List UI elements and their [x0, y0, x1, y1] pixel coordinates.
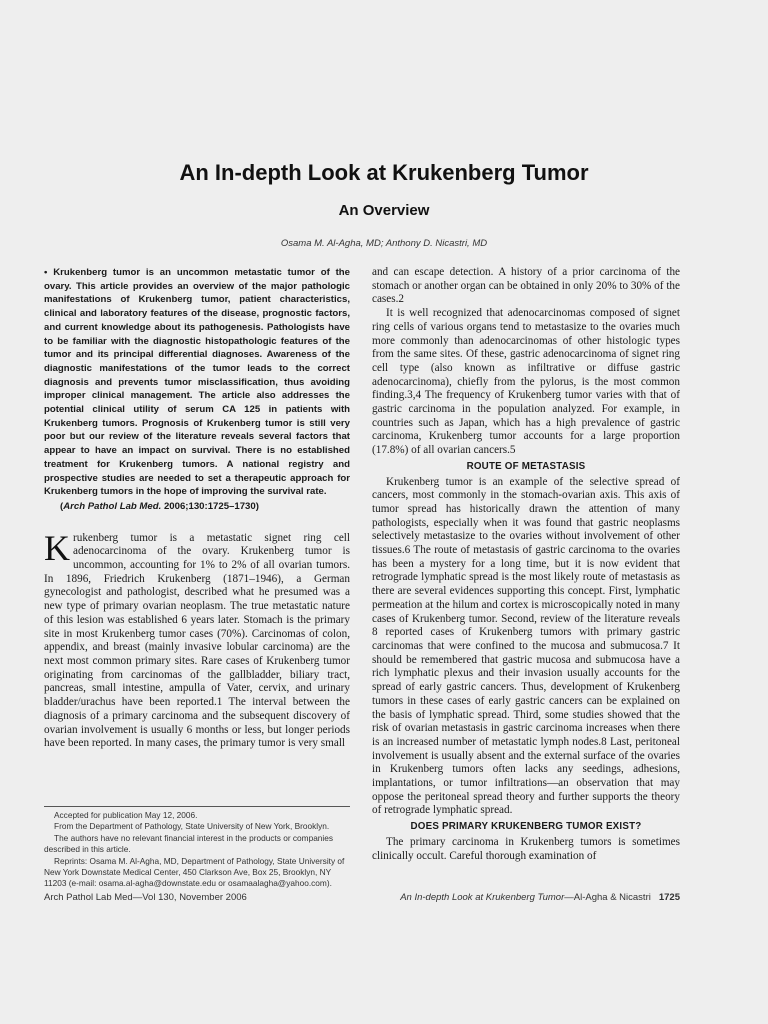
footnote-affiliation: From the Department of Pathology, State University of New York, Brooklyn. [54, 821, 330, 832]
bullet-icon: • [44, 267, 48, 278]
citation-ref: 2006;130:1725–1730) [163, 500, 259, 512]
article-subtitle: An Overview [338, 202, 430, 219]
abstract-citation: (Arch Pathol Lab Med. 2006;130:1725–1730) [60, 500, 259, 512]
abstract-text: Krukenberg tumor is an uncommon metastatic tumor of the ovary. This article provides an overview of the major pathologic manifestations of Krukenberg tumor, patient characteristics, clinical and laboratory features of the disease, prognostic factors, and current knowledge about its pathogenesis. Pathologists have to be familiar with the diagnostic histopathologic features of the tumor and its principal differential diagnoses. Awareness of the diagnostic manifestations of the tumor leads to the correct diagnosis and prevents tumor misclassification, thus avoiding improper clinical management. The article also addresses the potential clinical utility of serum CA 125 in patients with Krukenberg tumors. Prognosis of Krukenberg tumor is still very poor but our review of the literature reveals several factors that appear to have an impact on survival. There is no established treatment for Krukenberg tumors. A national registry and prospective studies are needed to set a therapeutic approach for Krukenberg tumors in the hope of improving the survival rate. [44, 267, 351, 498]
paragraph-signet-ring: It is well recognized that adenocarcinomas composed of signet ring cells of various organs tend to metastasize to the ovaries much more commonly than adenocarcinomas of other histologic types from the same sites. Of these, gastric adenocarcinoma of signet ring cell type (also known as infiltrative or diffuse gastric adenocarcinoma), chiefly from the pylorus, is the most common finding.3,4 The frequency of Krukenberg tumor varies with that of gastric carcinoma in the population analyzed. For example, in countries such as Japan, which has a high prevalence of gastric carcinoma, Krukenberg tumor accounts for a large proportion (17.8%) of all ovarian cancers.5 [372, 307, 680, 457]
right-column [372, 266, 680, 863]
article-title: An In-depth Look at Krukenberg Tumor [179, 160, 589, 185]
page-number: 1725 [658, 892, 680, 903]
intro-paragraph [44, 527, 350, 751]
paragraph-primary: The primary carcinoma in Krukenberg tumors is sometimes clinically occult. Careful thorough examination of [372, 835, 680, 862]
left-column [44, 266, 350, 751]
section-heading-primary: DOES PRIMARY KRUKENBERG TUMOR EXIST? [410, 821, 642, 833]
footnotes [44, 810, 350, 890]
article-authors: Osama M. Al-Agha, MD; Anthony D. Nicastri, MD [280, 238, 488, 249]
footnote-divider [44, 806, 350, 807]
intro-text: rukenberg tumor is a metastatic signet ring cell adenocarcinoma of the ovary. Krukenberg tumor is uncommon, accounting for 1% to 2% of all ovarian tumors. In 1896, Friedrich Krukenberg (1871–1946), a German gynecologist and pathologist, described what he presumed was a new type of primary ovarian neoplasm. The true metastatic nature of this lesion was established 6 years later. Stomach is the primary site in most Krukenberg tumor cases (70%). Carcinomas of colon, appendix, and breast (mainly invasive lobular carcinoma) are the next most common primary sites. Rare cases of Krukenberg tumor originating from carcinomas of the gallbladder, biliary tract, pancreas, small intestine, ampulla of Vater, cervix, and urinary bladder/urachus have been reported.1 The interval between the diagnosis of a primary carcinoma and the subsequent discovery of ovarian involvement is usually 6 months or less, but longer periods have been reported. In many cases, the primary tumor is very small [44, 531, 350, 750]
footnote-disclosure: The authors have no relevant financial interest in the products or companies described in this article. [44, 832, 334, 855]
drop-cap: K [44, 527, 70, 568]
paragraph-continued: and can escape detection. A history of a prior carcinoma of the stomach or another organ can be obtained in only 20% to 30% of the cases.2 [372, 266, 680, 306]
abstract [44, 266, 350, 499]
footer-running-head [400, 892, 680, 903]
footnote-accepted: Accepted for publication May 12, 2006. [54, 810, 198, 820]
section-heading-route: ROUTE OF METASTASIS [466, 460, 586, 472]
footer-journal: Arch Pathol Lab Med—Vol 130, November 2006 [44, 892, 247, 903]
citation-journal: Arch Pathol Lab Med. [63, 500, 162, 512]
footnote-reprints: Reprints: Osama M. Al-Agha, MD, Department of Pathology, State University of New York Downstate Medical Center, 450 Clarkson Ave, Box 25, Brooklyn, NY 11203 (e-mail: osama.al-agha@downstate.edu or osamaalagha@yahoo.com). [44, 855, 345, 889]
running-authors: —Al-Agha & Nicastri [564, 892, 651, 903]
paragraph-route: Krukenberg tumor is an example of the selective spread of cancers, most commonly in the stomach-ovarian axis. This axis of tumor spread has historically drawn the attention of many pathologists, especially when it was found that gastric neoplasms selectively metastasize to the ovaries without involvement of other tissues.6 The route of metastasis of gastric carcinoma to the ovaries has been a mystery for a long time, but it is now evident that retrograde lymphatic spread is the most likely route of metastasis as there are several evidences supporting this concept. First, lymphatic permeation at the hilum and cortex is microscopically noted in many cases of Krukenberg tumor. Second, review of the literature reveals 8 reported cases of Krukenberg tumors with primary gastric carcinomas that were confined to the mucosa and submucosa.7 It should be remembered that gastric mucosa and submucosa have a rich lymphatic plexus and their invasion usually accounts for the spread of early gastric cancers. Thus, development of Krukenberg tumors in these cases of early gastric cancers can be explained on the basis of lymphatic spread. Third, some studies showed that the risk of ovarian metastasis in gastric carcinoma increases when there is an increased number of metastatic lymph nodes.8 Last, peritoneal involvement is usually absent and the external surface of the ovaries in Krukenberg tumors often lacks any seedings, adhesions, implantations, or tumor infiltrations—an observation that may oppose the peritoneal spread theory and further supports the theory of retrograde lymphatic spread. [372, 475, 680, 817]
running-title: An In-depth Look at Krukenberg Tumor [400, 892, 565, 903]
